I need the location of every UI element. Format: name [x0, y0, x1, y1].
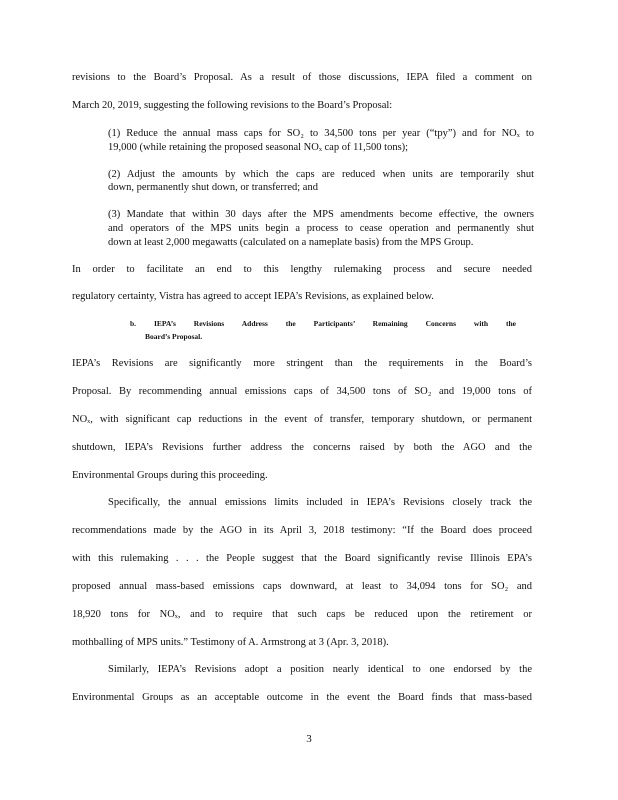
- page-number: 3: [306, 733, 312, 745]
- text-line: In order to facilitate an end to this lengthy rulemaking process and secure needed: [72, 264, 532, 275]
- text-line: Environmental Groups as an acceptable outcome in the event the Board finds that mass-based: [72, 692, 532, 703]
- section-heading: b. IEPA’s Revisions Address the Participants’ Remaining Concerns with the: [130, 319, 516, 328]
- text-line: shutdown, IEPA’s Revisions further address the concerns raised by both the AGO and the: [72, 442, 532, 453]
- text-line: March 20, 2019, suggesting the following revisions to the Board’s Proposal:: [72, 100, 393, 111]
- text-line: (2) Adjust the amounts by which the caps are reduced when units are temporarily shut: [108, 169, 534, 180]
- text-line: down, permanently shut down, or transferred; and: [108, 182, 318, 193]
- text-line: Proposal. By recommending annual emissions caps of 34,500 tons of SO₂ and 19,000 tons of: [72, 386, 532, 397]
- text-line: Specifically, the annual emissions limits included in IEPA’s Revisions closely track the: [108, 497, 532, 508]
- text-line: proposed annual mass-based emissions caps downward, at least to 34,094 tons for SO₂ and: [72, 581, 532, 592]
- text-line: (1) Reduce the annual mass caps for SO₂ to 34,500 tons per year (“tpy”) and for NOₓ to: [108, 128, 534, 139]
- text-line: Similarly, IEPA’s Revisions adopt a position nearly identical to one endorsed by the: [108, 664, 532, 675]
- text-line: IEPA’s Revisions are significantly more stringent than the requirements in the Board’s: [72, 358, 532, 369]
- text-line: down at least 2,000 megawatts (calculated on a nameplate basis) from the MPS Group.: [108, 237, 474, 248]
- text-line: 18,920 tons for NOₓ, and to require that such caps be reduced upon the retirement or: [72, 609, 532, 620]
- section-heading-continued: Board’s Proposal.: [145, 332, 203, 341]
- text-line: mothballing of MPS units.” Testimony of A. Armstrong at 3 (Apr. 3, 2018).: [72, 637, 389, 648]
- text-line: revisions to the Board’s Proposal. As a result of those discussions, IEPA filed a comment on: [72, 72, 532, 83]
- text-line: NOₓ, with significant cap reductions in the event of transfer, temporary shutdown, or permanent: [72, 414, 532, 425]
- text-line: recommendations made by the AGO in its April 3, 2018 testimony: “If the Board does proceed: [72, 525, 532, 536]
- text-line: (3) Mandate that within 30 days after the MPS amendments become effective, the owners: [108, 209, 534, 220]
- text-line: Environmental Groups during this proceeding.: [72, 470, 268, 481]
- text-line: 19,000 (while retaining the proposed seasonal NOₓ cap of 11,500 tons);: [108, 142, 409, 153]
- text-line: and operators of the MPS units begin a process to cease operation and permanently shut: [108, 223, 534, 234]
- text-line: regulatory certainty, Vistra has agreed to accept IEPA’s Revisions, as explained below.: [72, 291, 434, 302]
- text-line: with this rulemaking . . . the People suggest that the Board significantly revise Illinois EPA’s: [72, 553, 532, 564]
